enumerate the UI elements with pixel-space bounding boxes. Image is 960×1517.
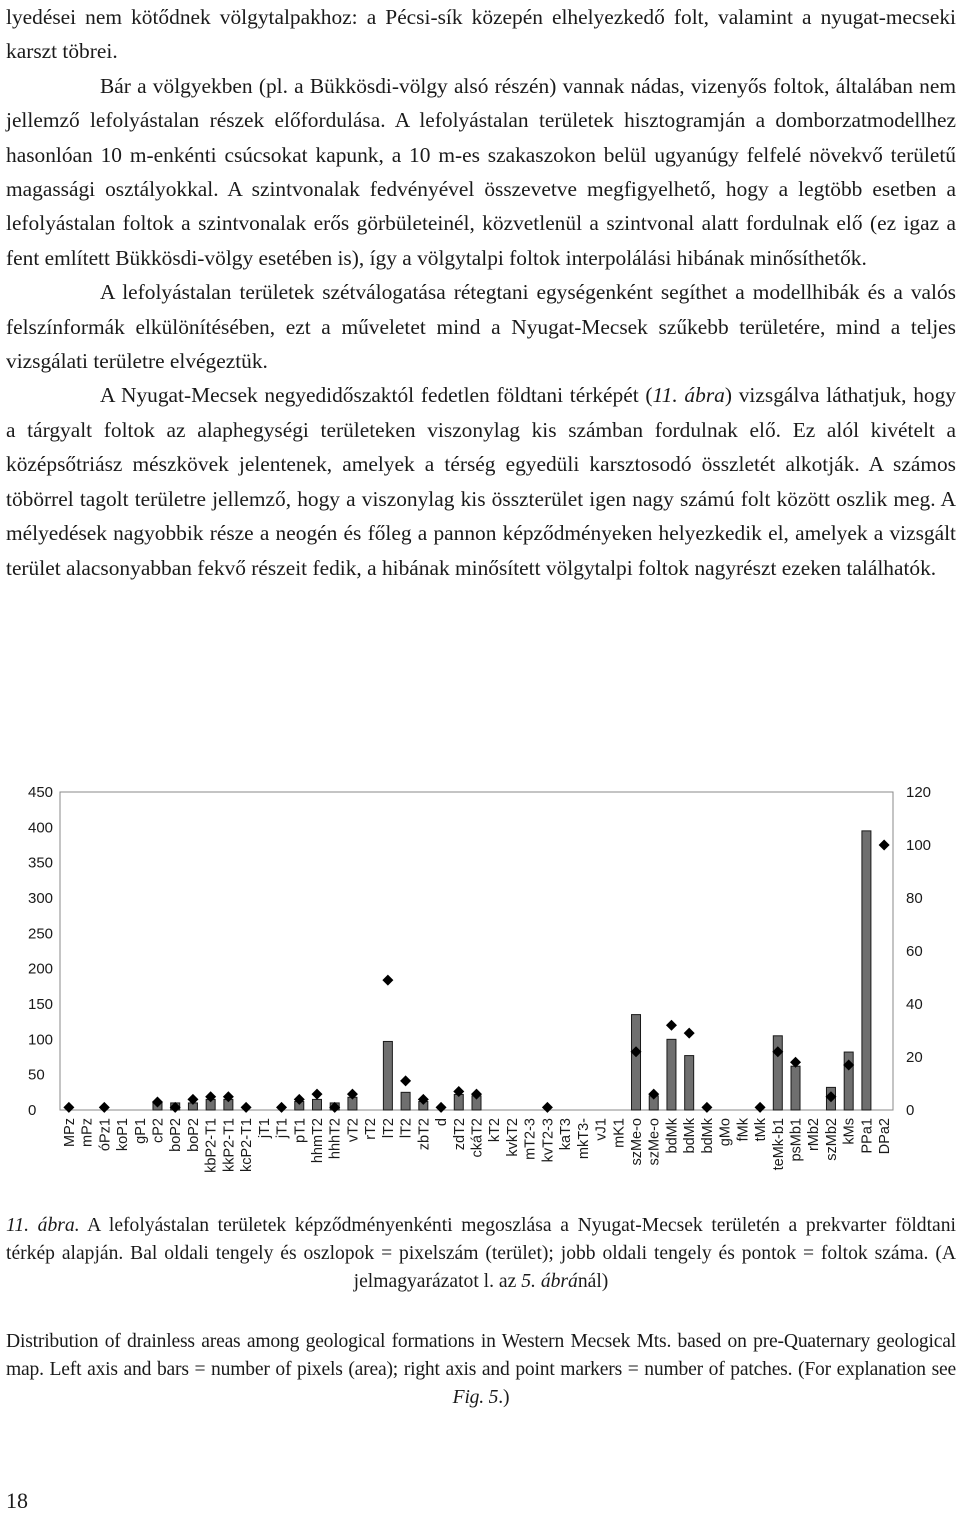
caption-en-fig-ref: Fig. 5: [452, 1387, 499, 1408]
category-label: kT2: [487, 1118, 504, 1143]
formation-chart: [0, 770, 960, 1200]
category-label: boP2: [168, 1118, 185, 1152]
category-label: d: [434, 1118, 451, 1127]
page-number: 18: [6, 1488, 28, 1513]
category-label: óPz1: [97, 1118, 114, 1152]
point-marker: [276, 1102, 287, 1113]
point-marker: [684, 1028, 695, 1039]
category-label: kvT2-3: [540, 1118, 557, 1163]
bar: [791, 1066, 800, 1110]
category-label: szMe-o: [629, 1118, 646, 1166]
caption-figure-label: 11. ábra.: [6, 1215, 80, 1236]
category-label: szMe-o: [646, 1118, 663, 1166]
caption-hu-end: nál): [577, 1271, 609, 1292]
left-tick-label: 200: [28, 960, 54, 978]
category-label: zdT2: [451, 1118, 468, 1151]
point-marker: [666, 1020, 677, 1031]
figure-reference: 11. ábra: [652, 383, 725, 408]
category-label: pT1: [292, 1118, 309, 1143]
category-label: kaT3: [558, 1118, 575, 1151]
left-tick-label: 250: [28, 925, 54, 943]
caption-hungarian: [6, 1212, 956, 1296]
category-label: hhhT2: [327, 1118, 344, 1160]
paragraph-3: A lefolyástalan területek szétválogatása rétegtani egységenként segíthet a modellhibák és a valós felszínformák elkülönítésében, ezt a műveletet mind a Nyugat-Mecsek szűkebb területére, mind a teljes vizsgálati területre elvégeztük.: [6, 280, 956, 374]
category-label: koP1: [115, 1118, 132, 1152]
caption-en-end: .): [498, 1387, 510, 1408]
category-label: lT2: [380, 1118, 397, 1139]
paragraph-1: lyedései nem kötődnek völgytalpakhoz: a Pécsi-sík közepén elhelyezkedő folt, valamint a nyugat-mecseki karszt töbrei.: [6, 5, 956, 64]
category-label: mPz: [79, 1118, 96, 1147]
bar: [632, 1015, 641, 1110]
category-label: boP2: [185, 1118, 202, 1152]
point-marker: [701, 1102, 712, 1113]
category-label: mkT3-: [575, 1118, 592, 1160]
category-label: vJ1: [593, 1118, 610, 1141]
category-label: mT2-3: [522, 1118, 539, 1160]
left-tick-label: 350: [28, 854, 54, 872]
chart-svg: [0, 770, 960, 1200]
bar: [685, 1056, 694, 1110]
bar: [401, 1092, 410, 1110]
point-marker: [63, 1102, 74, 1113]
category-label: cP2: [150, 1118, 167, 1143]
bar: [312, 1099, 321, 1110]
point-marker: [400, 1075, 411, 1086]
right-tick-label: 20: [906, 1049, 923, 1066]
category-label: lT2: [398, 1118, 415, 1139]
category-label: kbP2-T1: [203, 1118, 220, 1173]
point-marker: [436, 1102, 447, 1113]
caption-english: [6, 1328, 956, 1412]
category-label: DPa2: [877, 1118, 894, 1155]
category-label: kMs: [841, 1118, 858, 1145]
plot-frame: [60, 792, 893, 1110]
category-label: mK1: [611, 1118, 628, 1148]
category-label: hhmT2: [309, 1118, 326, 1164]
category-label: rMb2: [806, 1118, 823, 1152]
category-label: gP1: [132, 1118, 149, 1144]
category-label: vT2: [345, 1118, 362, 1143]
paragraph-4-rest: ) vizsgálva láthatjuk, hogy a tárgyalt foltok az alaphegységi területeken viszonylag kis számban fordulnak elő. Ez alól kivételt a középsőtriász mészkövek jelentenek, amelyek a térség egyedüli karsztosodó összletét alkotják. A számos töbörrel tagolt területre jellemző, hogy a viszonylag kis összterület igen nagy számú folt között oszlik meg. A mélyedések nagyobbik része a neogén és főleg a pannon képződményeken helyezkedik el, amelyek a vizsgált terület alacsonyabban fekvő részeit fedik, a hibának minősített völgytalpi foltok nagyrészt ezeken találhatók.: [6, 383, 956, 580]
bar: [667, 1039, 676, 1110]
category-label: psMb1: [788, 1118, 805, 1162]
caption-en-text: Distribution of drainless areas among geological formations in Western Mecsek Mts. based on pre-Quaternary geological map. Left axis and bars = number of pixels (area); right axis and point markers = number of patches. (For explanation see: [6, 1331, 956, 1380]
point-marker: [542, 1102, 553, 1113]
category-label: teMk-b1: [770, 1118, 787, 1171]
caption-hu-fig-ref: 5. ábrá: [521, 1271, 578, 1292]
category-label: szMb2: [823, 1118, 840, 1161]
right-tick-label: 80: [906, 890, 923, 907]
right-tick-label: 40: [906, 996, 923, 1013]
category-label: kvkT2: [504, 1118, 521, 1157]
right-tick-label: 60: [906, 943, 923, 960]
left-tick-label: 50: [28, 1066, 45, 1084]
point-marker: [241, 1102, 252, 1113]
point-marker: [99, 1102, 110, 1113]
category-label: jT1: [256, 1118, 273, 1139]
left-tick-label: 450: [28, 784, 54, 801]
category-label: tMk: [753, 1118, 770, 1142]
paragraph-2: Bár a völgyekben (pl. a Bükkösdi-völgy alsó részén) vannak nádas, vizenyős foltok, általában nem jellemző lefolyástalan részek előfordulása. A lefolyástalan területek hisztogramján a domborzatmodellhez hasonlóan 10 m-enkénti csúcsokat kapunk, a 10 m-es szakaszokon belül ugyanúgy felfelé növekvő területű magassági osztályokkal. A szintvonalak fedvényével összevetve megfigyelhető, hogy a legtöbb esetben a lefolyástalan foltok a szintvonalak erős görbületeinél, közvetlenül a szintvonal alatt fordulnak elő (ez igaz a fent említett Bükkösdi-völgy esetében is), így a völgytalpi foltok interpolálási hibának minősíthetők.: [6, 73, 956, 270]
category-label: bdMk: [664, 1118, 681, 1154]
category-label: gMo: [717, 1118, 734, 1147]
category-label: rT2: [363, 1118, 380, 1140]
category-label: MPz: [61, 1118, 78, 1147]
point-marker: [382, 975, 393, 986]
left-tick-label: 0: [28, 1102, 37, 1119]
left-tick-label: 150: [28, 996, 54, 1013]
category-label: kcP2-T1: [239, 1118, 256, 1172]
body-text: [6, 0, 956, 585]
point-marker: [879, 840, 890, 851]
category-label: ckáT2: [469, 1118, 486, 1158]
category-label: bdMk: [699, 1118, 716, 1154]
bar: [862, 831, 871, 1110]
category-label: zbT2: [416, 1118, 433, 1151]
left-tick-label: 400: [28, 819, 54, 837]
paragraph-4-start: A Nyugat-Mecsek negyedidőszaktól fedetlen földtani térképét (: [100, 383, 653, 408]
category-label: bdMk: [682, 1118, 699, 1154]
point-marker: [755, 1102, 766, 1113]
point-marker: [311, 1089, 322, 1100]
category-label: jT1: [274, 1118, 291, 1139]
left-tick-label: 300: [28, 890, 54, 907]
bar: [383, 1041, 392, 1110]
right-tick-label: 0: [906, 1102, 915, 1119]
caption-hu-text: A lefolyástalan területek képződményenkénti megoszlása a Nyugat-Mecsek területén a prekvarter földtani térkép alapján. Bal oldali tengely és oszlopok = pixelszám (terület); jobb oldali tengely és pontok = foltok száma. (A jelmagyarázatot l. az: [6, 1215, 956, 1292]
right-tick-label: 120: [906, 784, 932, 801]
right-tick-label: 100: [906, 837, 932, 854]
paragraph-4: [6, 378, 956, 584]
left-tick-label: 100: [28, 1031, 54, 1049]
category-label: PPa1: [859, 1118, 876, 1154]
category-label: fMk: [735, 1118, 752, 1142]
category-label: kkP2-T1: [221, 1118, 238, 1172]
